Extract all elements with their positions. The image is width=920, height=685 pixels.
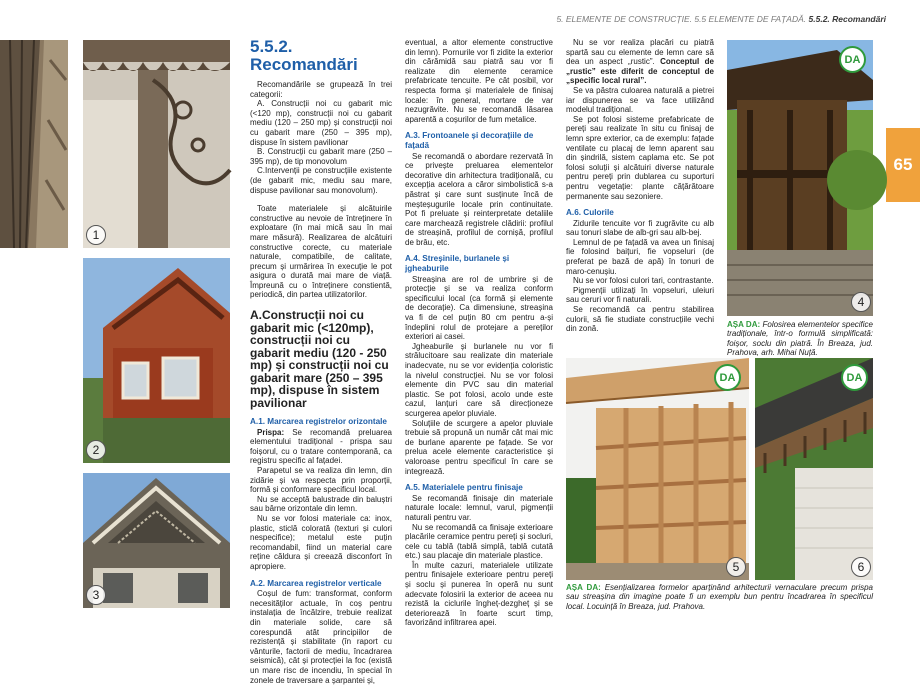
paragraph: Pigmenții utilizați în vopseluri, uleiuri sau ceruri vor fi naturali.	[566, 285, 714, 305]
emphasis-bold: Conceptul de „rustic” este diferit de conceptul de „specific local rural”.	[566, 57, 715, 86]
paragraph: Lemnul de pe fațadă va avea un finisaj fie folosind baițuri, fie vopseluri (de preferat pe bază de apă) în tonuri de maro-cenușiu.	[566, 237, 714, 276]
photo-number-badge: 6	[851, 557, 871, 577]
subsection-heading: A.4. Streșinile, burlanele și jgheaburile	[405, 254, 510, 274]
paragraph: C.Intervenții pe construcțiile existente (de gabarit mic, mediu sau mare, dispuse pavilionar sau monovolum).	[250, 166, 392, 195]
photo-number-badge: 2	[86, 440, 106, 460]
paragraph: Nu se vor folosi culori tari, contrastante.	[573, 276, 714, 286]
subsection-heading: A.5. Materialele pentru finisaje	[405, 483, 523, 493]
text-column-1	[250, 38, 392, 685]
paragraph: Coșul de fum: transformat, conform necesităților actuale, în coș pentru instalația de încălzire, trebuie realizat din materiale solide, care să corespundă atât principiilor de rezistență și stabilitate (în raport cu vânturile, factorii de mediu, încadrarea seismică), cât și protecției la foc (există un mare risc de incendiu, în special în zonele de traversare a șarpantei și,	[250, 589, 392, 685]
paragraph-text: Nu se vor realiza placări cu piatră spartă sau cu elemente de lemn care să dea un aspect „rustic”.	[566, 38, 714, 67]
paragraph: În multe cazuri, materialele utilizate pentru finisajele exterioare pentru pereți și soclu și punerea în operă nu sunt adecvate folosirii la exterior de aceea nu rezistă la ciclurile îngheț-dezgheț și se deteriorează în foarte scurt timp, favorizând infiltrarea apei.	[405, 560, 553, 628]
term-bold: Prispa:	[257, 427, 285, 437]
text-column-3	[566, 38, 714, 334]
caption-text: Esențializarea formelor aparținând arhitecturii vernaculare precum prispa sau streașina din imagine poate fi un exemplu bun pentru încadrarea în specificul local. Locuință în Breaza, jud. Prahova.	[566, 583, 873, 611]
paragraph: Se recomandă finisaje din materiale naturale locale: lemnul, varul, pigmenții naturali pentru var.	[405, 493, 553, 522]
photo-2-house-facade	[83, 258, 230, 463]
paragraph: Zidurile tencuite vor fi zugrăvite cu alb sau tonuri slabe de alb-gri sau alb-bej.	[566, 218, 714, 238]
paragraph	[250, 428, 392, 466]
section-title: 5.5.2. Recomandări	[250, 37, 358, 74]
photo-3-carved-gable	[83, 473, 230, 608]
paragraph: Nu se vor folosi materiale ca: inox, plastic, sticlă colorată (texturi și culori nespecifice); metalul este puțin recomandabil, fiind un material care reține căldura și creează disconfort în apropiere.	[250, 514, 392, 571]
paragraph: Jgheaburile și burlanele nu vor fi strălucitoare sau realizate din materiale inadecvate, nu se vor evidenția coloristic la nivelul construcției. Nu se vor folosi elemente din PVC sau din material plastic. Se pot folosi, acolo unde este cazul, lanțuri care să direcționeze scurgerea apelor pluviale.	[405, 341, 553, 418]
paragraph: Soluțiile de scurgere a apelor pluviale trebuie să propună un număr cât mai mic de burlane aparente pe fațade. Se vor prelua acele elemente caracteristice și valoroase pentru specificul în care se integrează.	[405, 418, 553, 476]
running-header	[556, 14, 886, 24]
paragraph: Parapetul se va realiza din lemn, din zidărie și va respecta prin proporții, formă și conformare specificul local.	[250, 466, 392, 495]
paragraph: Toate materialele și alcătuirile constructive au nevoie de întreținere în exploatare (în mai mică sau în mai mare măsură). Realizarea de alcătuiri constructive corecte, cu materiale naturale, compatibile, de calitate, precum și urmărirea în execuție le pot asigura o durată mai mare de viață. Împreună cu o întreținere constientă, periodică, din partea utilizatorilor.	[250, 204, 392, 300]
approved-badge: DA	[839, 46, 866, 73]
paragraph: Nu se recomandă ca finisaje exterioare placările ceramice pentru pereți și socluri, cele cu tablă (tablă simplă, tablă cutată etc.) sau placaje din materiale plastice.	[405, 522, 553, 561]
subsection-heading: A.1. Marcarea registrelor orizontale	[250, 417, 387, 427]
photo-1-carved-eave	[83, 40, 230, 248]
photo-number-badge: 1	[86, 225, 106, 245]
photo-6-eave-detail	[755, 358, 873, 580]
paragraph: Streașina are rol de umbrire și de protecție și se va realiza conform specificului local (ca formă și elemente de decorație). Ca dimensiune, streașina va fi de cel puțin 80 cm pentru a-și îndeplini rolul de protejare a pereților exteriori ai casei.	[405, 274, 553, 342]
header-current-section: 5.5.2. Recomandări	[808, 14, 886, 24]
caption-label: AȘA DA:	[566, 583, 601, 592]
page-number: 65	[893, 155, 913, 174]
subsection-heading: A.3. Frontoanele și decorațiile de fațadă	[405, 131, 534, 150]
subsection-heading: A.6. Culorile	[566, 208, 614, 218]
paragraph: Se pot folosi sisteme prefabricate de pereți sau realizate în situ cu finisaj de lemn spre exterior, ca de exemplu: fațade ventilate cu placaj de lemn aparent sau din șindrilă, sistem caplama etc. Se pot folosi soluții și alcătuiri diverse naturale pentru pereți prin dublarea cu suporturi pentru vegetație: plante cățărătoare permanente sau sezoniere.	[566, 114, 714, 201]
photo-number-badge: 3	[86, 585, 106, 605]
subsection-heading: A.2. Marcarea registrelor verticale	[250, 578, 382, 588]
paragraph: Se va păstra culoarea naturală a pietrei iar dispunerea se va face utilizând modelul tradițional.	[566, 85, 714, 115]
approved-badge: DA	[714, 364, 741, 391]
paragraph: eventual, a altor elemente constructive din lemn). Pornurile vor fi zidite la exterior din cărămidă sau piatră sau vor fi realizate din elemente ceramice prefabricate tencuite. Pe cât posibil, vor respecta forma și materialele de finisaj locale: în general, mortare de var nezugrăvite. Nu se recomandă lăsarea aparentă a coșurilor de fum metalice.	[405, 38, 553, 124]
text-column-2	[405, 38, 553, 628]
caption-text: Folosirea elementelor specifice tradiționale, într-o formulă simplificată: foișor, soclu din piatră. În Breaza, jud. Prahova, arh. Mihai Nuță.	[727, 320, 873, 358]
header-path: 5. ELEMENTE DE CONSTRUCȚIE. 5.5 ELEMENTE DE FAȚADĂ.	[556, 14, 807, 24]
photos-5-6-caption	[566, 583, 873, 611]
paragraph-text: Se recomandă preluarea elementului tradițional - prispa sau foișorul, cu o tratare contemporană, ca registru specific al fațadei.	[250, 427, 392, 466]
paragraph: B. Construcții cu gabarit mare (250 – 395 mp), de tip monovolum	[250, 147, 392, 166]
paragraph: Nu se acceptă balustrade din baluștri sau bârne orizontale din lemn.	[250, 494, 392, 514]
photo-wood-detail-crop	[0, 40, 68, 248]
photo-number-badge: 4	[851, 292, 871, 312]
approved-badge: DA	[841, 364, 868, 391]
photo-5-wooden-porch-building	[566, 358, 749, 580]
photo-4-porch-stone-base	[727, 40, 873, 316]
photo-number-badge: 5	[726, 557, 746, 577]
category-heading: A.Construcții noi cu gabarit mic (<120mp), construcții noi cu gabarit mediu (120 - 250 mp) și construcții noi cu gabarit mare (250 – 395 mp), dispuse în sistem pavilionar	[250, 308, 389, 410]
paragraph: Se recomandă o abordare rezervată în ce privește preluarea elementelor decorative din arhitectura tradițională, cu excepția acelora a căror simbolistică s-a păstrat și care sunt susținute încă de meșteșugurile locale prin continuitate. Pot fi preluate și reinterpretate detaliile care marchează registrele clădirii: profilul de streașină, profilul de cornișă, profilul de brâu, etc.	[405, 151, 553, 247]
page-number-tab	[886, 128, 920, 202]
caption-label: AȘA DA:	[727, 320, 761, 329]
photo-4-caption	[727, 320, 873, 358]
paragraph: A. Construcții noi cu gabarit mic (<120 mp), construcții noi cu gabarit mediu (120 – 250 mp) și construcții noi cu gabarit mare (250 – 395 mp), dispuse în sistem pavilionar	[250, 99, 392, 147]
paragraph: Recomandările se grupează în trei categorii:	[250, 80, 392, 99]
paragraph	[566, 38, 714, 86]
paragraph: Se recomandă ca pentru stabilirea culorii, să fie studiate construcțiile vechi din zonă.	[566, 305, 714, 334]
